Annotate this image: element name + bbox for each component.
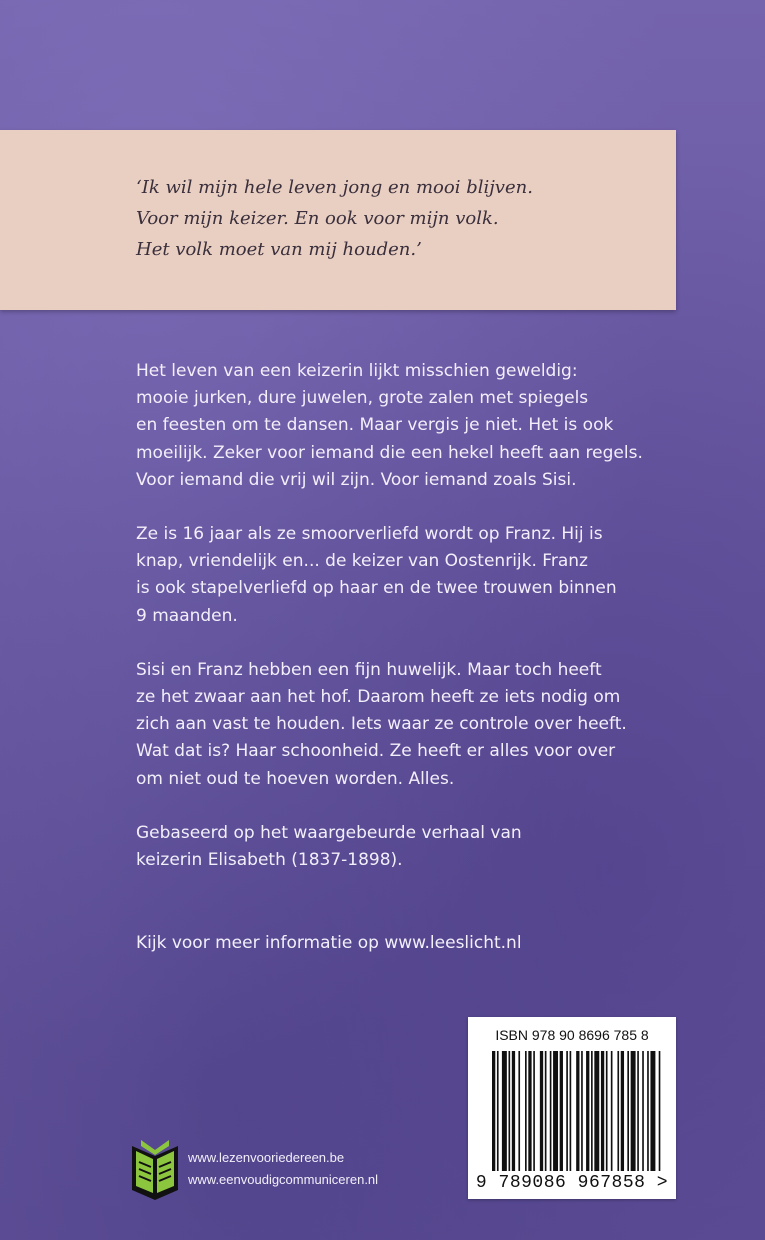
blurb-line: Het leven van een keizerin lijkt misschien geweldig: [136, 361, 578, 381]
quote-line: Voor mijn keizer. En ook voor mijn volk. [136, 208, 499, 229]
blurb-line: keizerin Elisabeth (1837-1898). [136, 850, 403, 871]
blurb-paragraph [136, 820, 696, 874]
blurb-line: Gebaseerd op het waargebeurde verhaal van [136, 822, 522, 843]
blurb-line: 9 maanden. [136, 605, 238, 626]
barcode-icon [492, 1051, 662, 1171]
barcode-digits: 9 789086 967858 > [475, 1173, 669, 1193]
blurb-line: Ze is 16 jaar als ze smoorverliefd wordt op Franz. Hij is [136, 524, 603, 545]
blurb-line: Sisi en Franz hebben een fijn huwelijk. Maar toch heeft [136, 659, 602, 680]
footer-links [188, 1147, 378, 1191]
blurb-paragraph [136, 358, 696, 494]
link-eenvoudigcommuniceren[interactable]: www.eenvoudigcommuniceren.nl [188, 1172, 379, 1187]
blurb-line: knap, vriendelijk en... de keizer van Oostenrijk. Franz [136, 551, 588, 572]
book-logo-icon [132, 1138, 178, 1200]
blurb-line: om niet oud te hoeven worden. Alles. [136, 768, 455, 789]
blurb-paragraph [136, 657, 696, 793]
blurb-line: is ook stapelverliefd op haar en de twee trouwen binnen [136, 578, 617, 599]
blurb-line: zich aan vast te houden. Iets waar ze controle over heeft. [136, 714, 627, 735]
link-lezenvooriedereen[interactable]: www.lezenvooriedereen.be [188, 1150, 345, 1165]
quote-box [0, 130, 676, 310]
blurb [136, 358, 696, 901]
blurb-paragraph [136, 521, 696, 630]
quote-line: ‘Ik wil mijn hele leven jong en mooi blijven. [136, 177, 533, 198]
blurb-line: Voor iemand die vrij wil zijn. Voor iemand zoals Sisi. [136, 469, 577, 490]
quote-line: Het volk moet van mij houden.’ [136, 239, 422, 260]
blurb-line: mooie jurken, dure juwelen, grote zalen met spiegels [136, 388, 589, 409]
isbn-label: ISBN 978 90 8696 785 8 [495, 1027, 649, 1043]
blurb-line: Wat dat is? Haar schoonheid. Ze heeft er alles voor over [136, 741, 616, 762]
quote-text [136, 172, 656, 265]
info-link-text: Kijk voor meer informatie op www.leeslicht.nl [136, 933, 522, 953]
blurb-line: ze het zwaar aan het hof. Daarom heeft ze iets nodig om [136, 687, 621, 708]
blurb-line: moeilijk. Zeker voor iemand die een hekel heeft aan regels. [136, 442, 643, 463]
barcode-box [468, 1017, 676, 1199]
blurb-line: en feesten om te dansen. Maar vergis je niet. Het is ook [136, 415, 614, 436]
